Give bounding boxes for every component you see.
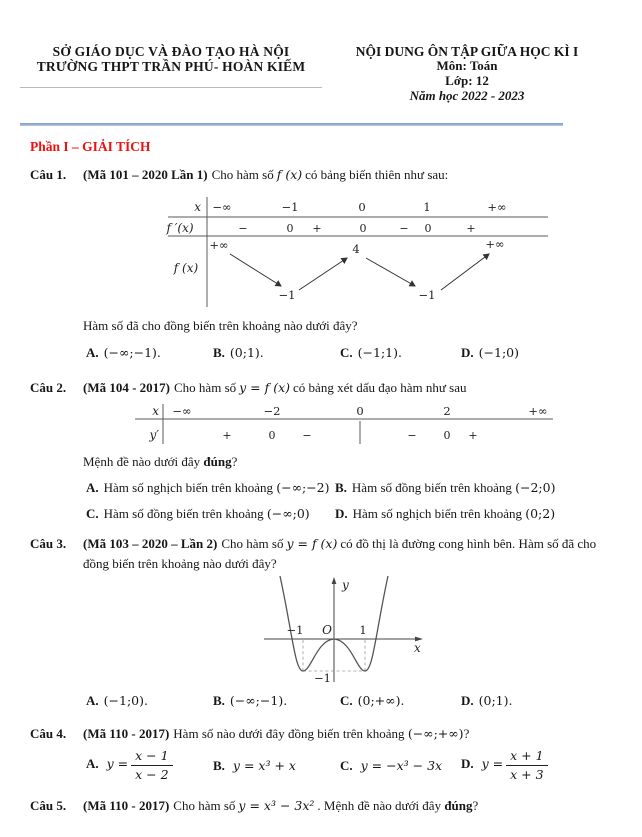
- question-2: [30, 378, 617, 398]
- sign-value: −: [399, 222, 409, 235]
- answer-key: C.: [340, 693, 353, 708]
- answer-3d: [461, 690, 642, 712]
- subject-line: Môn: Toán: [436, 58, 498, 73]
- question-4-code: (Mã 110 - 2017): [83, 726, 170, 741]
- question-1-label: Câu 1.: [30, 167, 67, 182]
- answer-4b: [213, 755, 340, 777]
- answer-key: A.: [86, 345, 99, 360]
- answer-text: Hàm số đồng biến trên khoảng: [103, 506, 264, 521]
- question-4-answers: [86, 748, 642, 783]
- x-value: −1: [281, 200, 299, 214]
- sign-value: +: [466, 222, 476, 235]
- sign-value: 0: [424, 222, 432, 235]
- answer-text: (0;1).: [478, 693, 513, 708]
- answer-key: B.: [213, 757, 225, 773]
- x-min-label: −1: [286, 623, 304, 637]
- section-title: Phần I – GIẢI TÍCH: [30, 139, 151, 154]
- question-3-code: (Mã 103 – 2020 – Lần 2): [83, 536, 218, 551]
- question-5-bold: đúng: [444, 798, 473, 813]
- x-value: +∞: [487, 200, 507, 214]
- question-4-intro: Hàm số nào dưới đây đồng biến trên khoảng: [173, 726, 405, 741]
- answer-lead: y =: [481, 756, 504, 772]
- school-name: TRƯỜNG THPT TRẦN PHÚ- HOÀN KIẾM: [36, 59, 306, 74]
- question-5-code: (Mã 110 - 2017): [83, 798, 170, 813]
- question-5: [30, 796, 617, 816]
- f-value: −1: [278, 288, 296, 302]
- answer-text: (0;1).: [229, 345, 264, 360]
- answer-key: D.: [335, 506, 348, 521]
- header-divider: [20, 123, 563, 126]
- header-left-underline: [20, 87, 322, 88]
- answer-expression: y = x³ + x: [232, 757, 296, 773]
- fraction: [131, 748, 172, 783]
- answer-interval: (−∞;−2): [276, 480, 330, 495]
- x-value: +∞: [528, 404, 548, 418]
- function-graph-q3: [262, 576, 432, 684]
- sign-value: 0: [268, 429, 276, 442]
- answer-interval: (−2;0): [515, 480, 556, 495]
- table-fprime-label: f ′(x): [166, 221, 194, 235]
- question-5-label: Câu 5.: [30, 798, 67, 813]
- answer-key: C.: [86, 506, 99, 521]
- answer-key: A.: [86, 693, 99, 708]
- sign-value: 0: [286, 222, 294, 235]
- fraction-numerator: x − 1: [131, 748, 172, 766]
- answer-key: B.: [213, 345, 225, 360]
- fraction-denominator: x − 2: [135, 767, 169, 782]
- question-2-math: y = f (x): [239, 380, 291, 395]
- answer-expression: y = −x³ − 3x: [360, 757, 443, 773]
- answer-text: (−1;1).: [357, 345, 402, 360]
- answer-2b: [335, 476, 642, 500]
- table-f-label: f (x): [173, 261, 199, 275]
- question-3-answers: [86, 690, 642, 712]
- answer-lead: y =: [106, 756, 129, 772]
- answer-1d: [461, 342, 642, 364]
- answer-4c: [340, 755, 461, 777]
- question-1-code: (Mã 101 – 2020 Lần 1): [83, 167, 208, 182]
- header-right: [322, 44, 612, 103]
- sign-value: −: [302, 429, 312, 442]
- x-axis-label: x: [414, 641, 421, 655]
- table-yprime-label: y′: [149, 428, 159, 442]
- document-title: NỘI DUNG ÔN TẬP GIỮA HỌC KÌ I: [355, 44, 579, 59]
- table-x-label: x: [152, 404, 159, 418]
- x-value: 0: [356, 404, 364, 418]
- school-year-line: Năm học 2022 - 2023: [409, 88, 525, 103]
- f-value: 4: [352, 242, 360, 256]
- answer-text: Hàm số nghịch biến trên khoảng: [352, 506, 522, 521]
- x-value: 2: [443, 404, 451, 418]
- answer-1a: [86, 342, 213, 364]
- answer-text: (0;+∞).: [357, 693, 405, 708]
- question-4-intro-tail: ?: [463, 726, 470, 741]
- table-x-label: x: [194, 200, 201, 214]
- stem-bold: đúng: [203, 454, 232, 469]
- origin-label: O: [322, 623, 332, 637]
- answer-3a: [86, 690, 213, 712]
- sign-table-q2: [135, 402, 555, 446]
- answer-key: C.: [340, 757, 353, 773]
- sign-value: +: [468, 429, 478, 442]
- answer-3b: [213, 690, 340, 712]
- x-value: 1: [423, 200, 431, 214]
- y-axis-label: y: [342, 578, 349, 592]
- question-2-body: [83, 378, 617, 398]
- question-2-intro: Cho hàm số: [174, 380, 237, 395]
- question-1-intro-tail: có bảng biến thiên như sau:: [305, 167, 449, 182]
- question-3: [30, 534, 617, 574]
- department-name: SỞ GIÁO DỤC VÀ ĐÀO TẠO HÀ NỘI: [52, 44, 290, 59]
- x-value: −2: [263, 404, 281, 418]
- variation-arrow-down: [230, 254, 281, 286]
- question-1: [30, 165, 617, 185]
- answer-key: B.: [335, 480, 347, 495]
- document-header: [0, 0, 642, 103]
- answer-key: B.: [213, 693, 225, 708]
- x-max-label: 1: [359, 623, 367, 637]
- answer-key: A.: [86, 480, 99, 495]
- y-min-label: −1: [314, 671, 331, 684]
- fraction-denominator: x + 3: [510, 767, 544, 782]
- answer-text: Hàm số nghịch biến trên khoảng: [103, 480, 273, 495]
- question-1-math: f (x): [276, 167, 303, 182]
- question-1-answers: [86, 342, 642, 364]
- sign-value: −: [238, 222, 248, 235]
- question-2-stem: [83, 452, 617, 472]
- question-4-label: Câu 4.: [30, 726, 67, 741]
- question-4: [30, 724, 617, 744]
- question-2-answers-row2: [86, 502, 642, 526]
- question-4-body: [83, 724, 617, 744]
- question-3-label: Câu 3.: [30, 536, 67, 551]
- question-2-label: Câu 2.: [30, 380, 67, 395]
- sign-value: +: [312, 222, 322, 235]
- question-4-interval: (−∞;+∞): [407, 726, 464, 741]
- answer-interval: (0;2): [525, 506, 556, 521]
- stem-text: Mệnh đề nào dưới đây: [83, 454, 204, 469]
- question-1-stem: Hàm số đã cho đồng biến trên khoảng nào dưới đây?: [83, 318, 358, 333]
- answer-key: D.: [461, 756, 474, 772]
- grade-line: Lớp: 12: [445, 72, 489, 88]
- sign-value: −: [407, 429, 417, 442]
- x-value: −∞: [212, 200, 232, 214]
- answer-2a: [86, 476, 335, 500]
- fraction: [506, 748, 547, 783]
- question-5-body: [83, 796, 617, 816]
- answer-key: A.: [86, 756, 99, 772]
- question-5-mid: . Mệnh đề nào dưới đây: [317, 798, 445, 813]
- x-value: −∞: [172, 404, 192, 418]
- question-1-intro: Cho hàm số: [211, 167, 274, 182]
- question-2-answers-row1: [86, 476, 642, 500]
- question-5-tail: ?: [472, 798, 479, 813]
- fraction-numerator: x + 1: [506, 748, 547, 766]
- answer-key: D.: [461, 693, 474, 708]
- f-value: −1: [418, 288, 436, 302]
- variation-arrow-up: [299, 258, 347, 290]
- answer-key: C.: [340, 345, 353, 360]
- answer-1b: [213, 342, 340, 364]
- answer-3c: [340, 690, 461, 712]
- question-5-intro: Cho hàm số: [173, 798, 236, 813]
- answer-2d: [335, 502, 642, 526]
- sign-value: 0: [359, 222, 367, 235]
- answer-2c: [86, 502, 335, 526]
- answer-text: (−∞;−1).: [103, 345, 161, 360]
- variation-arrow-down: [366, 258, 415, 286]
- question-2-intro-tail: có bảng xét dấu đạo hàm như sau: [293, 380, 467, 395]
- header-left: [20, 44, 322, 103]
- stem-tail: ?: [231, 454, 238, 469]
- answer-text: (−∞;−1).: [229, 693, 288, 708]
- answer-1c: [340, 342, 461, 364]
- x-value: 0: [358, 200, 366, 214]
- answer-text: (−1;0): [478, 345, 519, 360]
- answer-text: (−1;0).: [103, 693, 148, 708]
- sign-value: 0: [443, 429, 451, 442]
- question-1-body: [83, 165, 617, 185]
- question-3-math: y = f (x): [286, 536, 338, 551]
- variation-arrow-up: [441, 254, 489, 290]
- question-3-intro: Cho hàm số: [221, 536, 284, 551]
- answer-interval: (−∞;0): [266, 506, 310, 521]
- answer-4d: [461, 748, 642, 783]
- answer-text: Hàm số đồng biến trên khoảng: [351, 480, 512, 495]
- variation-table-q1: [150, 195, 550, 308]
- answer-4a: [86, 748, 213, 783]
- y-axis-arrow: [332, 577, 337, 584]
- f-value: +∞: [485, 237, 505, 251]
- question-3-intro-tail: có đồ thị là đường cong hình bên. Hàm số đã cho đồng biến trên khoảng nào dưới đây?: [83, 536, 597, 571]
- answer-key: D.: [461, 345, 474, 360]
- question-5-math: y = x³ − 3x²: [238, 798, 315, 813]
- sign-value: +: [222, 429, 232, 442]
- f-value: +∞: [209, 238, 229, 252]
- question-3-body: [83, 534, 617, 574]
- question-2-code: (Mã 104 - 2017): [83, 380, 171, 395]
